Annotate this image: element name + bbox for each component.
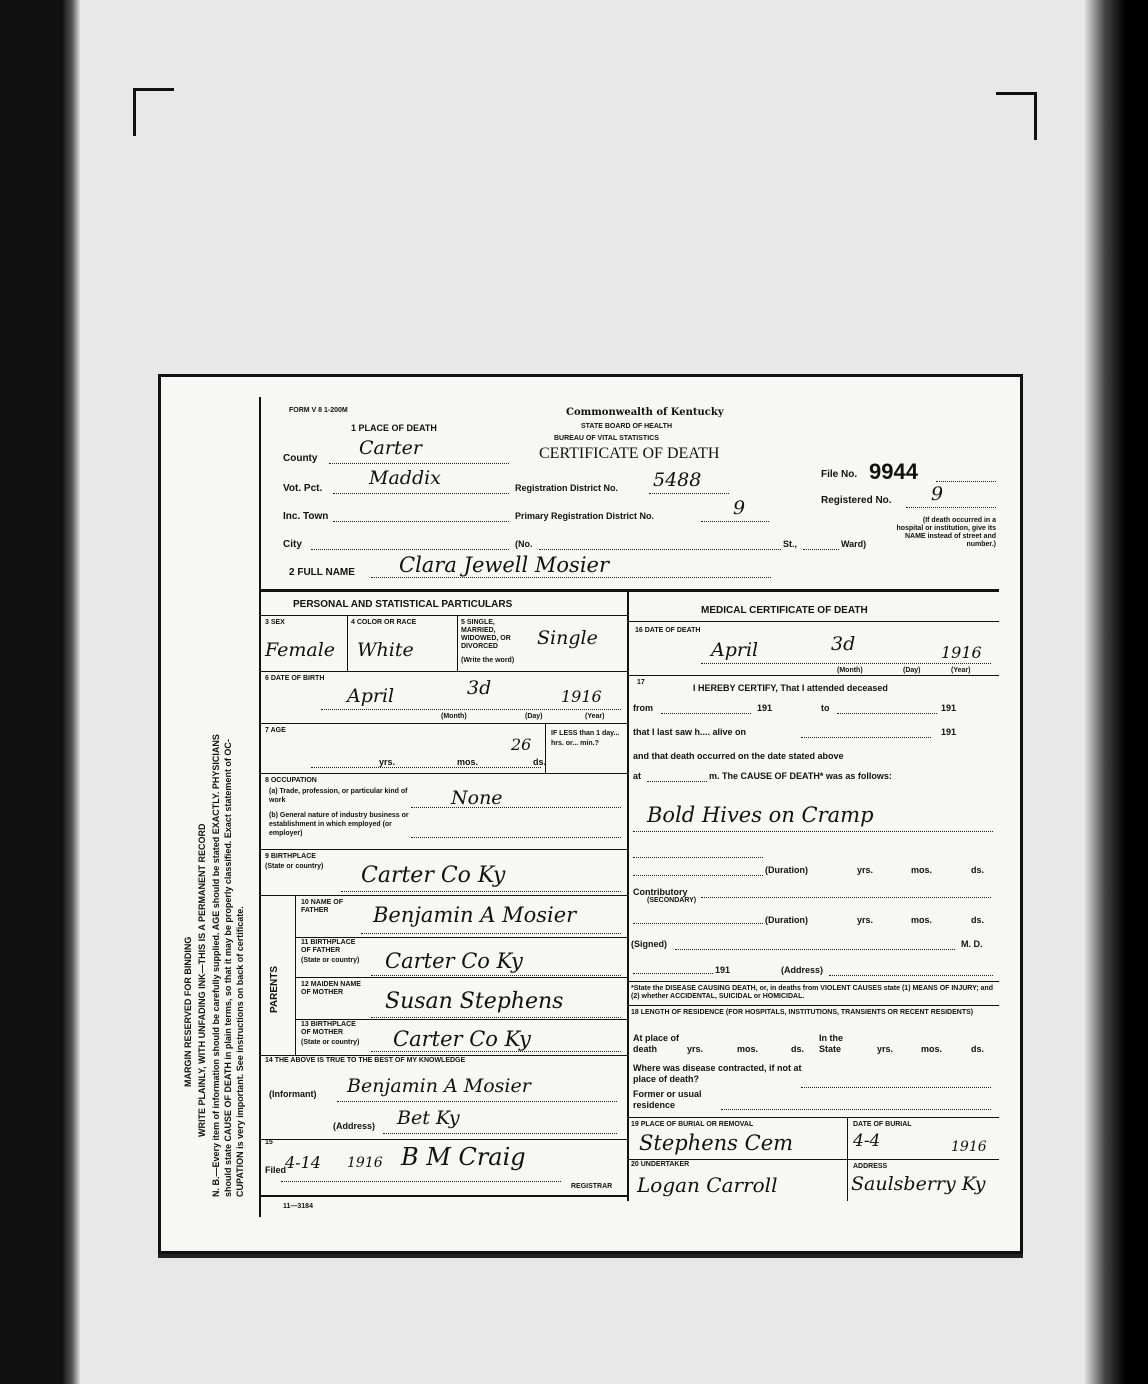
dob-month: April (347, 685, 395, 707)
cause-intro: m. The CAUSE OF DEATH* was as follows: (709, 771, 892, 781)
sex-label: 3 SEX (265, 619, 285, 626)
street-label: St., (783, 539, 798, 549)
mother-birthplace-label: 13 BIRTHPLACE OF MOTHER (301, 1021, 356, 1036)
informant-address: Bet Ky (397, 1107, 460, 1129)
duration-label: (Duration) (765, 865, 808, 875)
dob-day-hint: (Day) (525, 713, 543, 720)
residence-ds: ds. (791, 1044, 805, 1054)
occupation: None (451, 787, 503, 809)
crop-mark-top-left (133, 88, 174, 136)
certificate-title: CERTIFICATE OF DEATH (539, 445, 720, 462)
filed-number: 15 (265, 1139, 273, 1146)
duration2-mos: mos. (911, 915, 933, 925)
status-hint: (Write the word) (461, 657, 515, 664)
dob-label: 6 DATE OF BIRTH (265, 675, 325, 682)
registered-no: 9 (931, 483, 944, 505)
file-no-label: File No. (821, 469, 858, 480)
where-contracted: Where was disease contracted, if not at place of death? (633, 1063, 802, 1084)
voting-precinct: Maddix (369, 467, 441, 489)
birthplace-label: 9 BIRTHPLACE (265, 853, 316, 860)
state-mos: mos. (921, 1044, 943, 1054)
death-month-hint: (Month) (837, 667, 863, 674)
county: Carter (359, 437, 422, 459)
burial-year: 1916 (951, 1139, 987, 1155)
bureau: BUREAU OF VITAL STATISTICS (554, 435, 659, 442)
burial-place: Stephens Cem (639, 1131, 794, 1155)
hospital-note: (If death occurred in a hospital or institution, give its NAME instead of street and number.) (896, 517, 996, 548)
mother-birthplace-hint: (State or country) (301, 1039, 360, 1046)
occupation-b: (b) General nature of industry business or establishment in which employed (or employer) (269, 812, 409, 837)
birthplace-hint: (State or country) (265, 863, 324, 870)
full-name: Clara Jewell Mosier (399, 553, 609, 577)
form-number: FORM V 8 1-200M (289, 407, 348, 414)
less-than-label: IF LESS than 1 day... hrs. or... min.? (551, 730, 620, 747)
inc-town-label: Inc. Town (283, 511, 329, 522)
burial-label: 19 PLACE OF BURIAL OR REMOVAL (631, 1121, 754, 1128)
age-yrs: yrs. (379, 757, 396, 767)
primary-district-label: Primary Registration District No. (515, 511, 655, 521)
residence-yrs: yrs. (687, 1044, 704, 1054)
at-place-label: At place of death (633, 1033, 680, 1054)
reg-district-no: 5488 (653, 469, 702, 491)
dob-year: 1916 (561, 687, 602, 706)
crop-mark-top-right (996, 92, 1037, 140)
column-divider (627, 591, 629, 1201)
duration-ds: ds. (971, 865, 985, 875)
secondary-label: (SECONDARY) (647, 897, 697, 904)
mother-name: Susan Stephens (385, 989, 564, 1014)
former-residence: Former or usual residence (633, 1089, 702, 1110)
father-birthplace-label: 11 BIRTHPLACE OF FATHER (301, 939, 356, 954)
md-label: M. D. (961, 939, 983, 949)
residence-label: 18 LENGTH OF RESIDENCE (FOR HOSPITALS, INSTITUTIONS, TRANSIENTS OR RECENT RESIDENTS) (631, 1009, 974, 1016)
place-of-death-label: 1 PLACE OF DEATH (351, 423, 437, 433)
death-month: April (711, 639, 759, 661)
medical-heading: MEDICAL CERTIFICATE OF DEATH (701, 605, 868, 616)
age-days: 26 (511, 735, 532, 754)
item-17: 17 (637, 679, 645, 686)
father-birthplace-hint: (State or country) (301, 957, 360, 964)
parents-label: PARENTS (269, 965, 280, 1013)
filed-date: 4-14 (285, 1153, 321, 1172)
duration2-yrs: yrs. (857, 915, 874, 925)
occupation-a: (a) Trade, profession, or particular kind of work (269, 788, 408, 804)
city-label: City (283, 539, 302, 550)
state-yrs: yrs. (877, 1044, 894, 1054)
margin-note-1: N. B.—Every item of information should be carefully supplied. AGE should be stated EXACTLY. PHYSICIANS (211, 734, 221, 1197)
file-no: 9944 (869, 459, 918, 484)
margin-rule (259, 397, 261, 1217)
occurred-text: and that death occurred on the date stated above (633, 751, 844, 761)
death-day: 3d (831, 633, 856, 655)
informant-label: (Informant) (269, 1089, 317, 1099)
margin-reserved: MARGIN RESERVED FOR BINDING (183, 936, 193, 1087)
filed-label: Filed (265, 1165, 287, 1175)
section-rule (261, 589, 999, 592)
cause-note: *State the DISEASE CAUSING DEATH, or, in deaths from VIOLENT CAUSES state (1) MEANS OF INJURY; and (2) whether ACCIDENTAL, SUICIDAL or HOMICIDAL. (631, 985, 993, 1000)
informant: Benjamin A Mosier (347, 1075, 531, 1097)
duration-mos: mos. (911, 865, 933, 875)
undertaker-label: 20 UNDERTAKER (631, 1161, 690, 1168)
mother-birthplace: Carter Co Ky (393, 1027, 531, 1051)
occupation-label: 8 OCCUPATION (265, 777, 317, 784)
true-statement: 14 THE ABOVE IS TRUE TO THE BEST OF MY KNOWLEDGE (265, 1057, 466, 1064)
from-label: from (633, 703, 653, 713)
last-saw-year: 191 (941, 727, 957, 737)
age-ds: ds. (533, 757, 547, 767)
margin-ink: WRITE PLAINLY, WITH UNFADING INK—THIS IS A PERMANENT RECORD (197, 823, 207, 1137)
film-border-left (0, 0, 80, 1384)
undertaker-address-label: ADDRESS (853, 1163, 888, 1170)
dob-year-hint: (Year) (585, 713, 605, 720)
status-label: 5 SINGLE, MARRIED, WIDOWED, OR DIVORCED (461, 619, 511, 650)
father-name: Benjamin A Mosier (373, 903, 577, 927)
cause-of-death: Bold Hives on Cramp (647, 803, 874, 827)
state-board: STATE BOARD OF HEALTH (581, 423, 672, 430)
commonwealth: Commonwealth of Kentucky (566, 407, 724, 418)
personal-heading: PERSONAL AND STATISTICAL PARTICULARS (293, 599, 513, 610)
county-label: County (283, 453, 318, 464)
full-name-label: 2 FULL NAME (289, 567, 355, 578)
duration2-ds: ds. (971, 915, 985, 925)
residence-mos: mos. (737, 1044, 759, 1054)
to-year: 191 (941, 703, 957, 713)
ward-label: Ward) (841, 539, 867, 549)
reg-district-label: Registration District No. (515, 483, 619, 493)
age-mos: mos. (457, 757, 479, 767)
color-label: 4 COLOR OR RACE (351, 619, 417, 626)
color-race: White (357, 639, 414, 661)
registrar-label: REGISTRAR (571, 1183, 613, 1190)
date-of-death-label: 16 DATE OF DEATH (635, 627, 701, 634)
state-ds: ds. (971, 1044, 985, 1054)
signed-label: (Signed) (631, 939, 667, 949)
at-label: at (633, 771, 642, 781)
duration-yrs: yrs. (857, 865, 874, 875)
age-label: 7 AGE (265, 727, 286, 734)
father-birthplace: Carter Co Ky (385, 949, 523, 973)
undertaker-address: Saulsberry Ky (851, 1173, 986, 1195)
in-state-label: In the State (819, 1033, 843, 1054)
registrar-signature: B M Craig (401, 1143, 526, 1171)
dob-month-hint: (Month) (441, 713, 467, 720)
father-label: 10 NAME OF FATHER (301, 899, 344, 914)
margin-note-2: should state CAUSE OF DEATH in plain terms, so that it may be properly classified. Exact statement of OC- (223, 739, 233, 1197)
sex: Female (265, 639, 336, 661)
certify-text: I HEREBY CERTIFY, That I attended deceased (693, 683, 888, 693)
last-saw: that I last saw h.... alive on (633, 727, 747, 737)
film-border-right (1085, 0, 1148, 1384)
street-no-label: (No. (515, 539, 533, 549)
duration2-label: (Duration) (765, 915, 808, 925)
informant-address-label: (Address) (333, 1121, 376, 1131)
burial-date-label: DATE OF BURIAL (853, 1121, 912, 1128)
filed-year: 1916 (347, 1155, 383, 1171)
birthplace: Carter Co Ky (361, 863, 506, 888)
primary-district-no: 9 (733, 497, 746, 519)
signed-year: 191 (715, 965, 731, 975)
dob-day: 3d (467, 677, 492, 699)
to-label: to (821, 703, 830, 713)
vot-label: Vot. Pct. (283, 483, 323, 494)
death-certificate (158, 374, 1023, 1254)
print-number: 11—3184 (283, 1203, 313, 1210)
marital-status: Single (537, 627, 598, 649)
death-day-hint: (Day) (903, 667, 921, 674)
margin-note-3: CUPATION is very important. See instructions on back of certificate. (235, 906, 245, 1197)
death-year: 1916 (941, 643, 982, 662)
contributory-label: Contributory (633, 887, 688, 897)
mother-label: 12 MAIDEN NAME OF MOTHER (301, 981, 361, 996)
undertaker: Logan Carroll (637, 1173, 778, 1197)
physician-address-label: (Address) (781, 965, 824, 975)
death-year-hint: (Year) (951, 667, 971, 674)
registered-no-label: Registered No. (821, 495, 892, 506)
from-year: 191 (757, 703, 773, 713)
burial-date: 4-4 (853, 1131, 881, 1151)
